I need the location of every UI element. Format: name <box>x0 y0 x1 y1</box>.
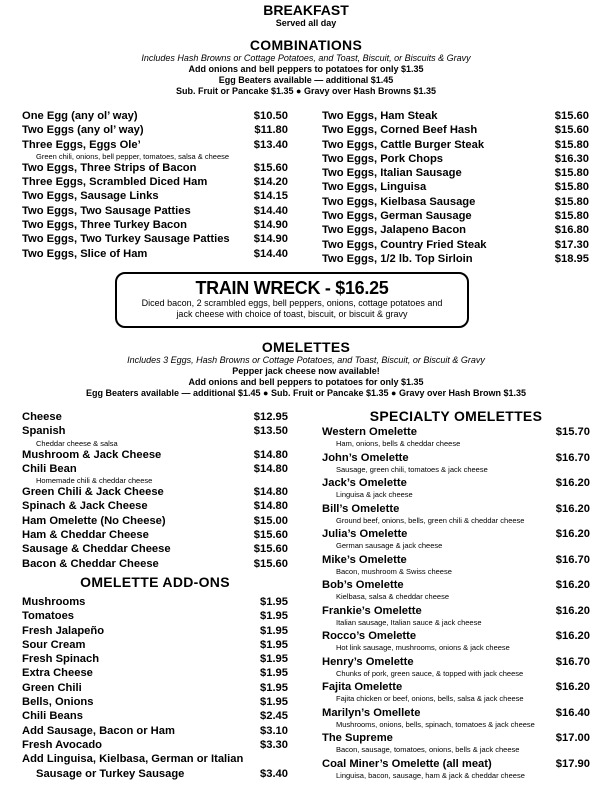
item-name: Western Omelette <box>322 426 417 438</box>
specialty-list <box>322 426 590 780</box>
item-name: Fajita Omelette <box>322 681 403 693</box>
item-note: Linguisa, bacon, sausage, ham & jack & cheddar cheese <box>336 770 525 780</box>
item-price: $14.90 <box>253 233 288 246</box>
item-name: Two Eggs, Three Turkey Bacon <box>22 219 187 232</box>
item-name: Two Eggs, Italian Sausage <box>322 167 462 180</box>
item-name: Marilyn’s Omellete <box>322 706 421 719</box>
item-price: $1.95 <box>260 667 288 680</box>
item-price: $15.60 <box>253 557 288 570</box>
item-price: $15.70 <box>555 426 590 438</box>
item-name: Two Eggs, Cattle Burger Steak <box>322 138 485 151</box>
specialty-item <box>322 503 590 516</box>
addon-item <box>22 624 288 638</box>
omelettes-line3: Egg Beaters available — additional $1.45 ● Sub. Fruit or Pancake $1.35 ● Gravy over Hash Brown $1.35 <box>85 388 527 398</box>
omelette-item <box>22 528 288 542</box>
item-name: Fresh Spinach <box>22 653 100 666</box>
item-name: Two Eggs, German Sausage <box>322 210 472 223</box>
item-price: $16.20 <box>555 579 590 591</box>
item-name: Tomatoes <box>22 610 75 623</box>
addons-last-price: $3.40 <box>260 767 288 780</box>
addons-section <box>22 575 288 781</box>
addons-last-name-1: Add Linguisa, Kielbasa, German or Italian <box>22 753 244 766</box>
item-name: Two Eggs, Corned Beef Hash <box>322 124 478 137</box>
item-name: Chili Beans <box>22 710 83 723</box>
item-price: $15.80 <box>554 195 589 208</box>
item-price: $15.60 <box>253 543 288 556</box>
combination-item <box>22 161 288 175</box>
specialty-item <box>322 681 590 694</box>
item-name: Sour Cream <box>22 638 86 651</box>
item-price: $14.15 <box>253 190 288 203</box>
train-wreck-desc-2: jack cheese with choice of toast, biscuit, or biscuit & gravy <box>176 309 408 319</box>
combinations-line1: Add onions and bell peppers to potatoes for only $1.35 <box>188 64 424 74</box>
item-note: Mushrooms, onions, bells, spinach, tomatoes & jack cheese <box>336 719 535 729</box>
item-name: Mike’s Omelette <box>322 553 407 566</box>
item-name: Three Eggs, Scrambled Diced Ham <box>22 176 208 189</box>
item-name: Chili Bean <box>22 462 77 475</box>
item-name: Coal Miner’s Omelette (all meat) <box>322 757 492 770</box>
item-note: Fajita chicken or beef, onions, bells, salsa & jack cheese <box>336 694 524 703</box>
item-name: Spinach & Jack Cheese <box>22 500 148 513</box>
item-name: Henry’s Omelette <box>322 655 414 668</box>
item-price: $15.80 <box>554 138 589 151</box>
omelette-item <box>22 557 288 571</box>
combination-item <box>22 123 288 137</box>
specialty-item <box>322 630 590 643</box>
item-name: Rocco’s Omelette <box>322 630 417 642</box>
item-price: $16.80 <box>554 224 589 237</box>
omelettes-line2: Add onions and bell peppers to potatoes for only $1.35 <box>188 377 424 387</box>
combination-item <box>22 175 288 189</box>
train-wreck-desc-1: Diced bacon, 2 scrambled eggs, bell peppers, onions, cottage potatoes and <box>141 298 443 308</box>
item-note: Cheddar cheese & salsa <box>36 438 118 448</box>
item-price: $15.60 <box>554 124 589 137</box>
specialty-item <box>322 758 590 771</box>
item-price: $17.30 <box>554 238 589 251</box>
omelettes-left-list <box>22 410 288 571</box>
item-name: Fresh Avocado <box>22 738 102 751</box>
omelette-item <box>22 542 288 556</box>
train-wreck-box <box>115 272 469 328</box>
item-price: $16.20 <box>555 604 590 617</box>
combination-item <box>322 223 589 237</box>
item-price: $14.80 <box>253 448 288 461</box>
combinations-header <box>0 38 612 97</box>
item-name: Two Eggs, 1/2 lb. Top Sirloin <box>322 252 473 265</box>
item-price: $14.40 <box>253 247 288 260</box>
specialty-item <box>322 707 590 720</box>
item-name: One Egg (any ol’ way) <box>22 110 138 122</box>
item-note: Italian sausage, Italian sauce & jack cheese <box>336 617 482 627</box>
item-name: Green Chili <box>22 681 82 694</box>
item-price: $15.80 <box>554 181 589 194</box>
omelette-item <box>22 462 288 476</box>
item-price: $1.95 <box>260 596 288 608</box>
combination-item <box>322 209 589 223</box>
item-name: Extra Cheese <box>22 667 93 680</box>
omelette-item <box>22 424 288 438</box>
specialty-title: SPECIALTY OMELETTES <box>369 408 543 424</box>
item-name: Two Eggs, Three Strips of Bacon <box>22 161 197 174</box>
item-name: Julia’s Omelette <box>322 528 408 540</box>
item-price: $15.60 <box>253 161 288 174</box>
omelette-item <box>22 499 288 513</box>
item-name: Bill’s Omelette <box>322 502 400 515</box>
combination-item <box>322 109 589 123</box>
item-price: $14.80 <box>253 500 288 513</box>
item-price: $1.95 <box>260 610 288 623</box>
item-name: Ham Omelette (No Cheese) <box>22 514 166 527</box>
item-note: Sausage, green chili, tomatoes & jack cheese <box>336 464 488 474</box>
item-name: Two Eggs, Two Turkey Sausage Patties <box>22 233 230 246</box>
item-price: $2.45 <box>260 710 288 723</box>
item-price: $16.20 <box>555 477 590 489</box>
addon-item <box>22 724 288 738</box>
addons-last-line2 <box>22 767 288 781</box>
addon-item <box>22 695 288 709</box>
item-price: $16.20 <box>555 630 590 642</box>
item-price: $16.70 <box>555 553 590 566</box>
omelettes-line1: Pepper jack cheese now available! <box>232 366 380 376</box>
item-note: Bacon, sausage, tomatoes, onions, bells & jack cheese <box>336 745 520 754</box>
combination-item <box>22 109 288 123</box>
addon-item <box>22 681 288 695</box>
item-note: German sausage & jack cheese <box>336 541 443 550</box>
item-price: $16.30 <box>554 152 589 165</box>
item-price: $1.95 <box>260 653 288 666</box>
omelettes-title: OMELETTES <box>261 339 351 355</box>
combination-item <box>322 238 589 252</box>
item-price: $17.00 <box>555 732 590 744</box>
addon-item <box>22 609 288 623</box>
item-price: $16.70 <box>555 451 590 464</box>
item-price: $15.00 <box>253 514 288 527</box>
item-price: $14.80 <box>253 486 288 499</box>
item-note: Ham, onions, bells & cheddar cheese <box>336 439 461 448</box>
addons-title: OMELETTE ADD-ONS <box>80 574 230 590</box>
item-name: The Supreme <box>322 732 393 744</box>
item-price: $16.20 <box>555 502 590 515</box>
item-price: $14.80 <box>253 462 288 475</box>
item-name: John’s Omelette <box>322 451 409 464</box>
item-name: Frankie’s Omelette <box>322 604 422 617</box>
item-price: $13.50 <box>253 425 288 438</box>
specialty-item <box>322 579 590 592</box>
addons-last-name-2: Sausage or Turkey Sausage <box>36 767 185 780</box>
specialty-item <box>322 554 590 567</box>
addon-item <box>22 666 288 680</box>
combinations-right-list <box>322 109 589 266</box>
item-name: Bob’s Omelette <box>322 579 404 591</box>
combinations-line3: Sub. Fruit or Pancake $1.35 ● Gravy over Hash Browns $1.35 <box>175 86 437 96</box>
train-wreck-title: TRAIN WRECK - $16.25 <box>195 278 389 298</box>
item-note: Kielbasa, salsa & cheddar cheese <box>336 592 449 601</box>
combination-item <box>22 138 288 152</box>
item-note: Chunks of pork, green sauce, & topped with jack cheese <box>336 668 524 678</box>
item-price: $17.90 <box>555 757 590 770</box>
combination-item <box>322 166 589 180</box>
specialty-item <box>322 528 590 541</box>
item-name: Two Eggs, Pork Chops <box>322 152 443 165</box>
omelette-item <box>22 448 288 462</box>
item-price: $15.60 <box>253 529 288 542</box>
combination-item <box>22 232 288 246</box>
item-name: Bells, Onions <box>22 696 94 709</box>
combination-item <box>22 189 288 203</box>
item-price: $15.80 <box>554 210 589 223</box>
item-name: Two Eggs (any ol’ way) <box>22 124 144 137</box>
omelettes-header <box>0 340 612 399</box>
item-name: Add Sausage, Bacon or Ham <box>22 724 175 737</box>
item-name: Sausage & Cheddar Cheese <box>22 543 171 556</box>
item-price: $13.40 <box>253 138 288 151</box>
item-name: Jack’s Omelette <box>322 477 407 489</box>
combination-item <box>322 123 589 137</box>
item-name: Mushrooms <box>22 596 86 608</box>
item-name: Two Eggs, Sausage Links <box>22 190 159 203</box>
item-note: Hot link sausage, mushrooms, onions & jack cheese <box>336 643 510 652</box>
item-price: $14.40 <box>253 204 288 217</box>
item-name: Two Eggs, Ham Steak <box>322 110 438 122</box>
item-note: Linguisa & jack cheese <box>336 490 413 499</box>
item-price: $1.95 <box>260 624 288 637</box>
item-price: $3.10 <box>260 724 288 737</box>
specialty-item <box>322 732 590 745</box>
combinations-left-list <box>22 109 288 261</box>
addon-item <box>22 652 288 666</box>
breakfast-subtitle: Served all day <box>275 18 337 28</box>
item-price: $14.20 <box>253 176 288 189</box>
combinations-includes: Includes Hash Browns or Cottage Potatoes, and Toast, Biscuit, or Biscuits & Gravy <box>141 53 471 63</box>
item-name: Cheese <box>22 411 62 423</box>
combination-item <box>322 152 589 166</box>
item-name: Two Eggs, Country Fried Steak <box>322 238 487 251</box>
omelette-item <box>22 485 288 499</box>
combination-item <box>322 138 589 152</box>
combination-item <box>322 195 589 209</box>
combination-item <box>22 218 288 232</box>
item-price: $3.30 <box>260 738 288 751</box>
addon-item <box>22 638 288 652</box>
item-note: Homemade chili & cheddar cheese <box>36 476 153 486</box>
item-price: $1.95 <box>260 638 288 651</box>
item-price: $14.90 <box>253 219 288 232</box>
specialty-item <box>322 477 590 490</box>
combination-item <box>22 247 288 261</box>
item-price: $16.20 <box>555 528 590 540</box>
combination-item <box>322 180 589 194</box>
item-name: Ham & Cheddar Cheese <box>22 529 149 542</box>
item-note: Ground beef, onions, bells, green chili & cheddar cheese <box>336 515 525 525</box>
combinations-title: COMBINATIONS <box>249 37 363 53</box>
combinations-line2: Egg Beaters available — additional $1.45 <box>218 75 394 85</box>
item-name: Two Eggs, Slice of Ham <box>22 247 148 260</box>
omelettes-includes: Includes 3 Eggs, Hash Browns or Cottage Potatoes, and Toast, Biscuit, or Biscuit & Gravy <box>127 355 485 365</box>
omelette-item <box>22 410 288 424</box>
item-note: Bacon, mushroom & Swiss cheese <box>336 566 452 576</box>
item-note: Green chili, onions, bell pepper, tomatoes, salsa & cheese <box>36 151 230 161</box>
item-price: $1.95 <box>260 696 288 709</box>
addon-item <box>22 709 288 723</box>
item-price: $16.70 <box>555 655 590 668</box>
item-name: Two Eggs, Linguisa <box>322 181 427 194</box>
specialty-item <box>322 426 590 439</box>
item-price: $11.80 <box>254 124 288 137</box>
combination-item <box>22 204 288 218</box>
addons-list <box>22 595 288 752</box>
item-name: Bacon & Cheddar Cheese <box>22 557 159 570</box>
item-name: Green Chili & Jack Cheese <box>22 486 164 499</box>
item-name: Spanish <box>22 425 66 438</box>
breakfast-title: BREAKFAST <box>263 2 349 18</box>
addon-item <box>22 595 288 609</box>
specialty-item <box>322 656 590 669</box>
item-name: Two Eggs, Jalapeno Bacon <box>322 224 467 237</box>
item-price: $15.80 <box>554 167 589 180</box>
item-name: Two Eggs, Kielbasa Sausage <box>322 195 476 208</box>
item-price: $12.95 <box>253 411 288 423</box>
item-price: $10.50 <box>253 110 288 122</box>
specialty-section <box>322 409 590 783</box>
item-price: $16.20 <box>555 681 590 693</box>
item-name: Fresh Jalapeño <box>22 624 105 637</box>
item-name: Two Eggs, Two Sausage Patties <box>22 204 191 217</box>
addons-last-line1 <box>22 752 288 766</box>
addon-item <box>22 738 288 752</box>
item-price: $1.95 <box>260 681 288 694</box>
omelette-item <box>22 514 288 528</box>
item-name: Mushroom & Jack Cheese <box>22 448 162 461</box>
specialty-item <box>322 605 590 618</box>
item-price: $16.40 <box>555 706 590 719</box>
item-price: $18.95 <box>554 252 589 265</box>
breakfast-header <box>0 3 612 29</box>
item-price: $15.60 <box>554 110 589 122</box>
combination-item <box>322 252 589 266</box>
specialty-item <box>322 452 590 465</box>
item-name: Three Eggs, Eggs Ole’ <box>22 138 141 151</box>
